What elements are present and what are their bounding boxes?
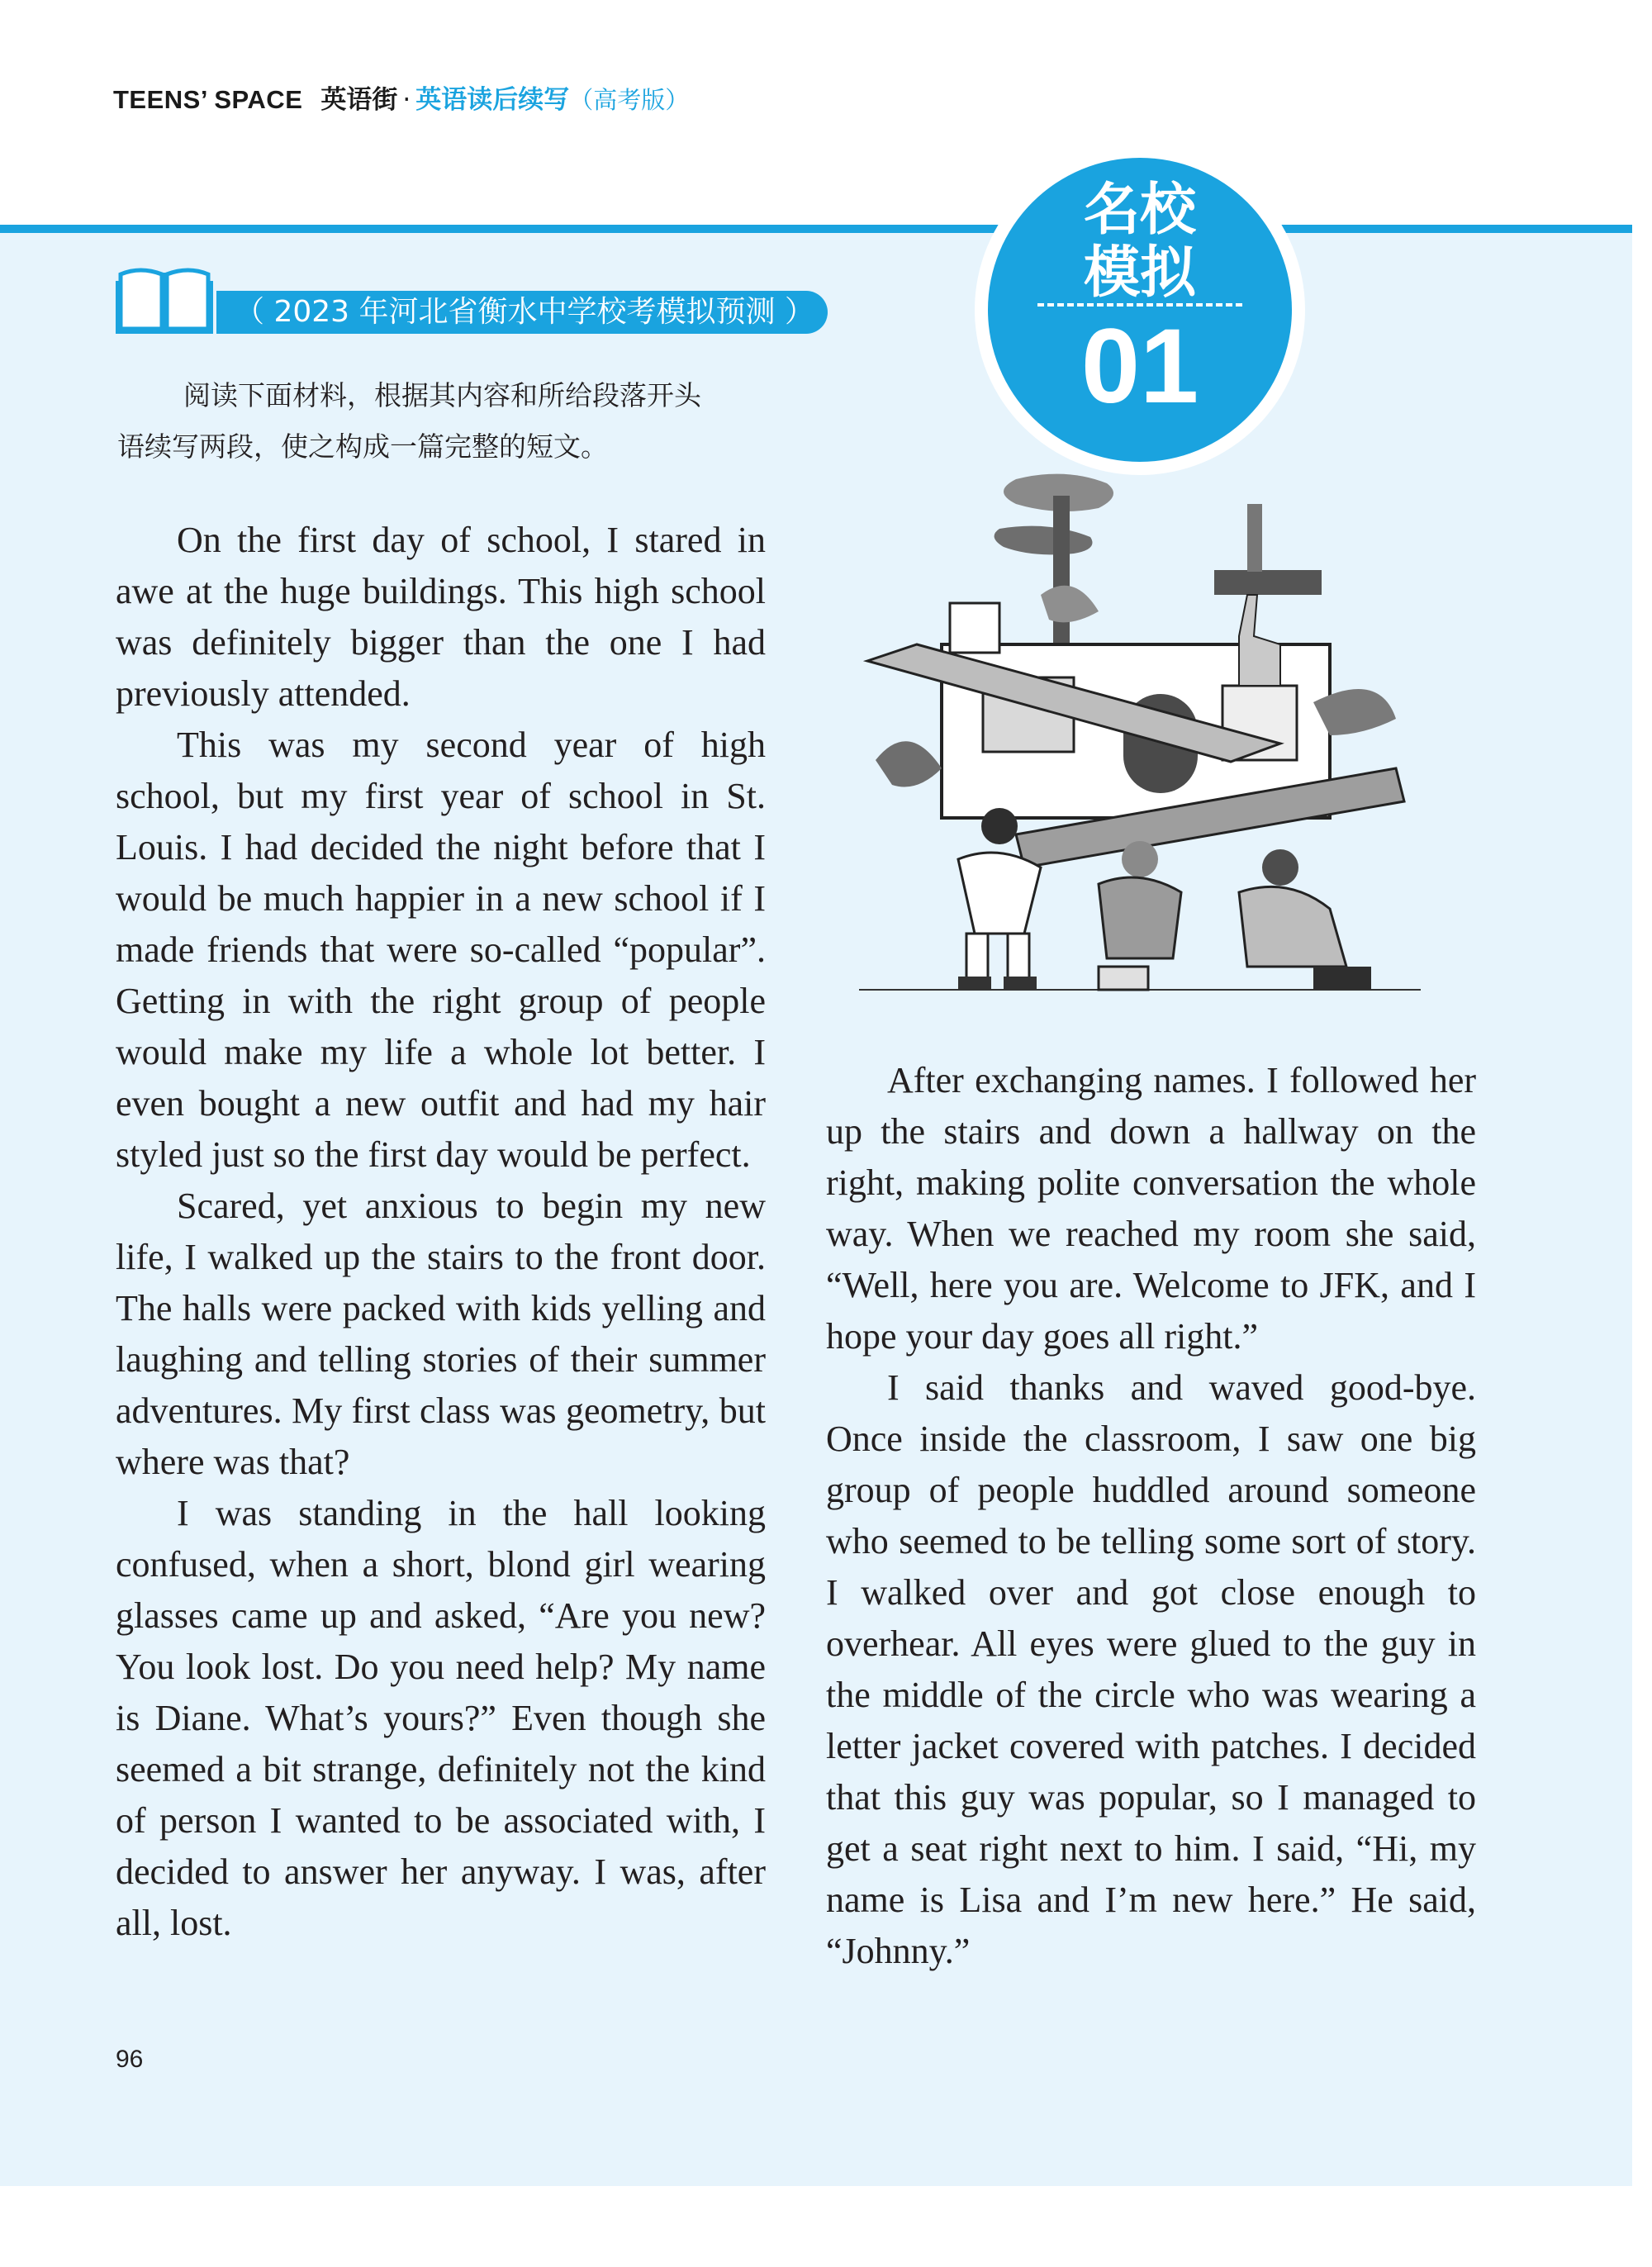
magazine-name: 英语街 xyxy=(320,85,398,115)
paragraph: Scared, yet anxious to begin my new life, I walked up the stairs to the front door. The halls were packed with kids yelling and laughing and telling stories of their summer adventures. My first class was geometry, but where was that? xyxy=(116,1186,766,1482)
instruction-line-1: 阅读下面材料，根据其内容和所给段落开头 xyxy=(183,379,701,411)
paragraph: I was standing in the hall looking confused, when a short, blond girl wearing glasses came up and asked, “Are you new? You look lost. Do you need help? My name is Diane. What’s yours?” Even though she seemed a bit strange, definitely not the kind of person I wanted to be associated with, I decided to answer her anyway. I was, after all, lost. xyxy=(116,1493,766,1943)
task-instruction xyxy=(117,370,811,473)
passage-column-left xyxy=(116,515,766,1949)
students-carrying-school-illustration xyxy=(851,471,1429,1000)
paragraph: On the first day of school, I stared in awe at the huge buildings. This high school was definitely bigger than the one I had previously attended. xyxy=(116,520,766,714)
paragraph: After exchanging names. I followed her up the stairs and down a hallway on the right, making polite conversation the whole way. When we reached my room she said, “Well, here you are. Welcome to JFK, and I hope your day goes all right.” xyxy=(826,1060,1476,1357)
badge-dashed-divider xyxy=(1037,303,1242,307)
paragraph: This was my second year of high school, but my first year of school in St. Louis. I had decided the night before that I would be much happier in a new school if I made friends that were so-called “popular”. Getting in with the right group of people would make my life a whole lot better. I even bought a new outfit and had my hair styled just so the first day would be perfect. xyxy=(116,725,766,1175)
series-name: 英语读后续写 xyxy=(415,85,570,115)
brand-name: TEENS’ SPACE xyxy=(113,85,303,114)
section-badge xyxy=(988,158,1292,462)
passage-column-right xyxy=(826,1055,1476,1977)
page-number: 96 xyxy=(116,2046,144,2073)
source-label: （ 2023 年河北省衡水中学校考模拟预测 ） xyxy=(216,291,828,334)
badge-title-line2: 模拟 xyxy=(1083,240,1196,306)
badge-title-line1: 名校 xyxy=(1083,178,1196,243)
top-divider xyxy=(0,225,1632,233)
header-separator: · xyxy=(402,85,411,115)
instruction-line-2: 语续写两段，使之构成一篇完整的短文。 xyxy=(117,430,608,463)
edition-label: （高考版） xyxy=(569,86,690,114)
running-header xyxy=(113,78,689,118)
badge-number: 01 xyxy=(1080,307,1199,425)
paragraph: I said thanks and waved good-bye. Once inside the classroom, I saw one big group of people huddled around someone who seemed to be telling some sort of story. I walked over and got close enough to overhear. All eyes were glued to the guy in the middle of the circle who was wearing a letter jacket covered with patches. I decided that this guy was popular, so I managed to get a seat right next to him. I said, “Hi, my name is Lisa and I’m new here.” He said, “Johnny.” xyxy=(826,1367,1476,1971)
open-book-icon xyxy=(116,263,213,334)
